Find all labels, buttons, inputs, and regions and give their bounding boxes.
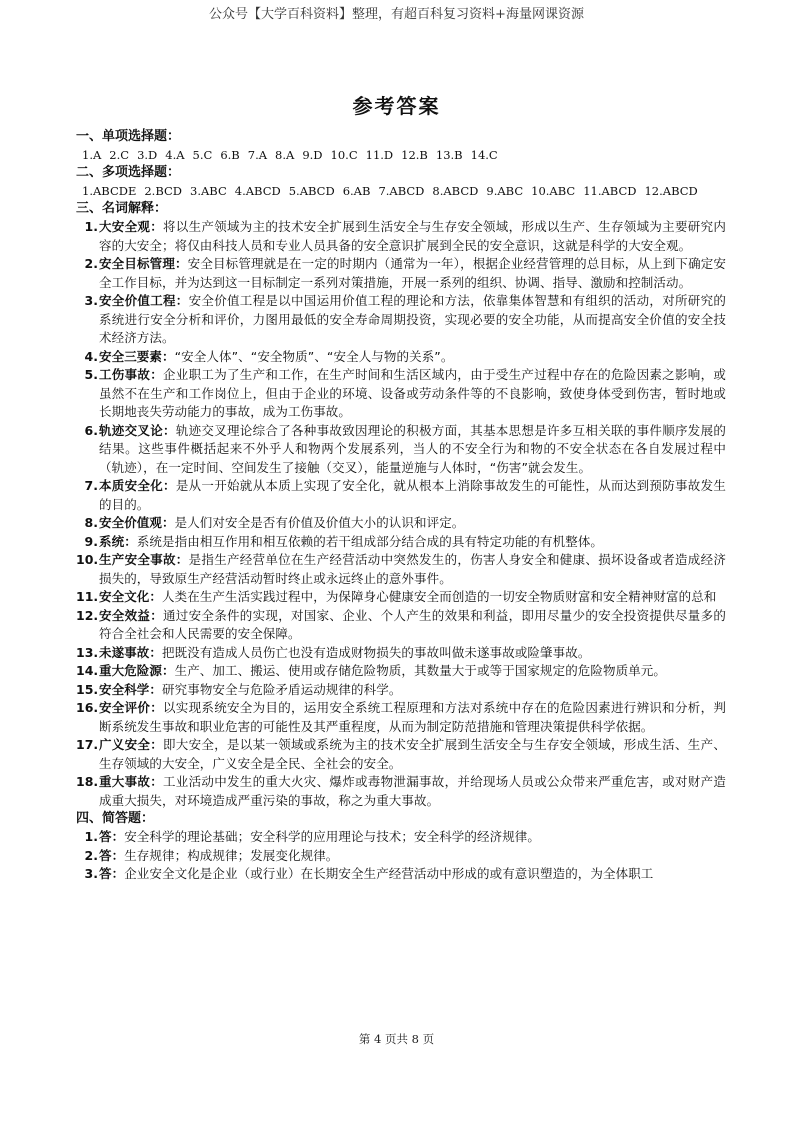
section-heading-terms: 三、名词解释： xyxy=(76,201,168,216)
item-term: 工伤事故： xyxy=(99,367,163,382)
item-term: 答： xyxy=(99,866,125,881)
list-item xyxy=(76,865,726,884)
terms-list xyxy=(76,218,726,810)
item-body xyxy=(99,292,726,348)
item-number: 3. xyxy=(84,866,98,881)
answer-item: 7.ABCD xyxy=(378,184,425,198)
page-footer: 第 4 页共 8 页 xyxy=(358,1032,435,1046)
item-term: 重大危险源： xyxy=(99,663,175,678)
section-heading-multi-choice: 二、多项选择题： xyxy=(76,165,181,180)
item-body xyxy=(99,366,726,422)
answer-item: 10.ABC xyxy=(531,184,576,198)
document-body xyxy=(76,128,726,884)
item-text: 人类在生产生活实践过程中，为保障身心健康安全而创造的一切安全物质财富和安全精神财富的总和 xyxy=(162,589,717,604)
item-body xyxy=(99,348,726,367)
list-item xyxy=(76,255,726,292)
item-number: 1. xyxy=(84,219,98,234)
item-text: 企业职工为了生产和工作，在生产时间和生活区域内，由于受生产过程中存在的危险因素之影响，或虽然不在生产和工作岗位上，但由于企业的环境、设备或劳动条件等的不良影响，致使身体受到伤害，暂时地或长期地丧失劳动能力的事故，成为工伤事故。 xyxy=(99,367,726,419)
item-body xyxy=(99,551,726,588)
answer-item: 8.A xyxy=(275,148,295,162)
item-number: 10. xyxy=(76,552,99,567)
item-text: 通过安全条件的实现，对国家、企业、个人产生的效果和利益，即用尽量少的安全投资提供尽量多的符合全社会和人民需要的安全保障。 xyxy=(99,607,726,641)
item-term: 安全价值观： xyxy=(99,515,175,530)
item-number: 15. xyxy=(76,681,99,697)
item-term: 答： xyxy=(99,829,125,844)
item-body xyxy=(99,255,726,292)
item-number: 9. xyxy=(84,533,98,549)
item-term: 广义安全： xyxy=(99,737,163,752)
list-item xyxy=(76,828,726,847)
answer-item: 7.A xyxy=(247,148,268,162)
item-term: 大安全观： xyxy=(99,219,163,234)
item-text: 安全价值工程是以中国运用价值工程的理论和方法，依靠集体智慧和有组织的活动，对所研究的系统进行安全分析和评价，力图用最低的安全寿命周期投资，实现必要的安全功能，从而提高安全价值的安全技术经济方法。 xyxy=(99,293,727,345)
item-text: 生产、加工、搬运、使用或存储危险物质，其数量大于或等于国家规定的危险物质单元。 xyxy=(174,663,667,678)
answer-item: 6.B xyxy=(220,148,240,162)
item-text: 研究事物安全与危险矛盾运动规律的科学。 xyxy=(162,681,402,697)
answer-item: 12.ABCD xyxy=(644,184,698,198)
item-term: 安全目标管理： xyxy=(99,256,188,271)
item-body xyxy=(99,218,726,255)
item-term: 答： xyxy=(99,847,125,863)
item-text: 把既没有造成人员伤亡也没有造成财物损失的事故叫做未遂事故或险肇事故。 xyxy=(162,644,591,660)
item-body xyxy=(99,644,726,663)
answer-item: 1.ABCDE xyxy=(82,184,137,198)
item-body xyxy=(99,514,726,533)
item-body xyxy=(99,607,726,644)
answer-item: 1.A xyxy=(82,148,102,162)
item-text: 是指生产经营单位在生产经营活动中突然发生的，伤害人身安全和健康、损坏设备或者造成经济损失的，导致原生产经营活动暂时终止或永远终止的意外事件。 xyxy=(99,552,727,586)
answer-item: 6.AB xyxy=(342,184,371,198)
answer-item: 2.BCD xyxy=(144,184,183,198)
item-number: 14. xyxy=(76,663,99,678)
item-body xyxy=(99,828,726,847)
item-text: 安全目标管理就是在一定的时期内（通常为一年），根据企业经营管理的总目标，从上到下确定安全工作目标，并为达到这一目标制定一系列对策措施，开展一系列的组织、协调、指导、激励和控制活动。 xyxy=(99,256,726,290)
list-item xyxy=(76,681,726,700)
item-number: 3. xyxy=(84,293,98,308)
item-term: 未遂事故： xyxy=(99,644,163,660)
item-number: 2. xyxy=(84,256,98,271)
item-text: 安全科学的理论基础；安全科学的应用理论与技术；安全科学的经济规律。 xyxy=(124,829,541,844)
item-number: 12. xyxy=(76,607,99,623)
list-item xyxy=(76,348,726,367)
item-text: 轨迹交叉理论综合了各种事故致因理论的积极方面，其基本思想是许多互相关联的事件顺序发展的结果。这些事件概括起来不外乎人和物两个发展系列，当人的不安全行为和物的不安全状态在各自发展过程中（轨迹），在一定时间、空间发生了接触（交叉），能量逆施与人体时，“伤害”就会发生。 xyxy=(99,422,726,475)
answer-item: 10.C xyxy=(330,148,358,162)
answer-item: 5.ABCD xyxy=(288,184,335,198)
item-term: 系统： xyxy=(99,533,137,549)
item-text: 即大安全，是以某一领域或系统为主的技术安全扩展到生活安全与生存安全领域，形成生活、生产、生存领域的大安全，广义安全是全民、全社会的安全。 xyxy=(99,737,726,771)
item-body xyxy=(99,681,726,700)
item-text: 是从一开始就从本质上实现了安全化，就从根本上消除事故发生的可能性，从而达到预防事故发生的目的。 xyxy=(99,478,726,512)
list-item xyxy=(76,847,726,866)
item-body xyxy=(99,847,726,866)
item-term: 安全效益： xyxy=(99,607,163,623)
item-text: 以实现系统安全为目的，运用安全系统工程原理和方法对系统中存在的危险因素进行辨识和分析，判断系统发生事故和职业危害的可能性及其严重程度，从而为制定防范措施和管理决策提供科学依据。 xyxy=(99,700,726,734)
item-text: “安全人体”、“安全物质”、“安全人与物的关系”。 xyxy=(174,348,454,364)
item-number: 16. xyxy=(76,700,99,715)
item-text: 是人们对安全是否有价值及价值大小的认识和评定。 xyxy=(174,515,465,530)
item-text: 将以生产领域为主的技术安全扩展到生活安全与生存安全领域，形成以生产、生存领域为主要研究内容的大安全；将仅由科技人员和专业人员具备的安全意识扩展到全民的安全意识，这就是科学的大安全观。 xyxy=(99,219,726,253)
item-term: 生产安全事故： xyxy=(99,552,189,567)
item-body xyxy=(99,533,726,552)
page-header: 公众号【大学百科资料】整理，有超百科复习资料+海量网课资源 xyxy=(209,7,584,22)
item-number: 17. xyxy=(76,737,99,752)
short-answer-list xyxy=(76,828,726,884)
answer-item: 5.C xyxy=(192,148,213,162)
item-term: 重大事故： xyxy=(99,774,163,789)
answer-item: 4.ABCD xyxy=(234,184,281,198)
item-body xyxy=(99,773,726,810)
item-term: 轨迹交叉论： xyxy=(99,422,176,438)
list-item xyxy=(76,736,726,773)
item-number: 7. xyxy=(84,478,98,493)
item-term: 安全科学： xyxy=(99,681,163,697)
answer-item: 2.C xyxy=(109,148,130,162)
item-text: 生存规律；构成规律；发展变化规律。 xyxy=(124,847,339,863)
item-number: 8. xyxy=(84,515,98,530)
item-term: 本质安全化： xyxy=(99,478,176,493)
answer-item: 3.D xyxy=(137,148,158,162)
item-text: 工业活动中发生的重大火灾、爆炸或毒物泄漏事故，并给现场人员或公众带来严重危害，或对财产造成重大损失，对环境造成严重污染的事故，称之为重大事故。 xyxy=(99,774,726,808)
item-body xyxy=(99,422,726,478)
item-number: 6. xyxy=(84,422,98,438)
list-item xyxy=(76,477,726,514)
item-term: 安全三要素： xyxy=(99,348,175,364)
item-number: 4. xyxy=(84,348,98,364)
item-text: 系统是指由相互作用和相互依赖的若干组成部分结合成的具有特定功能的有机整体。 xyxy=(136,533,604,549)
item-term: 安全价值工程： xyxy=(99,293,189,308)
item-number: 13. xyxy=(76,644,99,660)
multi-choice-answers xyxy=(76,182,726,200)
item-text: 企业安全文化是企业（或行业）在长期安全生产经营活动中形成的或有意识塑造的，为全体职工 xyxy=(124,866,654,881)
item-number: 18. xyxy=(76,774,99,789)
answer-item: 11.ABCD xyxy=(583,184,637,198)
item-body xyxy=(99,865,726,884)
item-body xyxy=(99,588,726,607)
answer-item: 4.A xyxy=(165,148,185,162)
single-choice-answers xyxy=(76,146,726,164)
answer-item: 9.D xyxy=(302,148,323,162)
item-body xyxy=(99,699,726,736)
answer-item: 12.B xyxy=(401,148,428,162)
list-item xyxy=(76,588,726,607)
list-item xyxy=(76,662,726,681)
item-term: 安全文化： xyxy=(99,589,163,604)
item-number: 11. xyxy=(76,589,99,604)
list-item xyxy=(76,773,726,810)
list-item xyxy=(76,699,726,736)
item-body xyxy=(99,477,726,514)
answer-item: 13.B xyxy=(435,148,463,162)
list-item xyxy=(76,422,726,478)
list-item xyxy=(76,218,726,255)
answer-item: 3.ABC xyxy=(190,184,227,198)
list-item xyxy=(76,533,726,552)
list-item xyxy=(76,607,726,644)
list-item xyxy=(76,644,726,663)
page-title: 参考答案 xyxy=(352,94,441,118)
section-heading-single-choice: 一、单项选择题： xyxy=(76,129,181,144)
item-body xyxy=(99,736,726,773)
list-item xyxy=(76,514,726,533)
answer-item: 8.ABCD xyxy=(432,184,479,198)
answer-item: 11.D xyxy=(365,148,394,162)
item-number: 5. xyxy=(84,367,98,382)
section-heading-short-answer: 四、简答题： xyxy=(76,811,155,826)
list-item xyxy=(76,292,726,348)
answer-item: 14.C xyxy=(470,148,498,162)
item-number: 1. xyxy=(84,829,98,844)
item-body xyxy=(99,662,726,681)
answer-item: 9.ABC xyxy=(486,184,524,198)
item-number: 2. xyxy=(84,847,98,863)
list-item xyxy=(76,366,726,422)
item-term: 安全评价： xyxy=(99,700,163,715)
list-item xyxy=(76,551,726,588)
